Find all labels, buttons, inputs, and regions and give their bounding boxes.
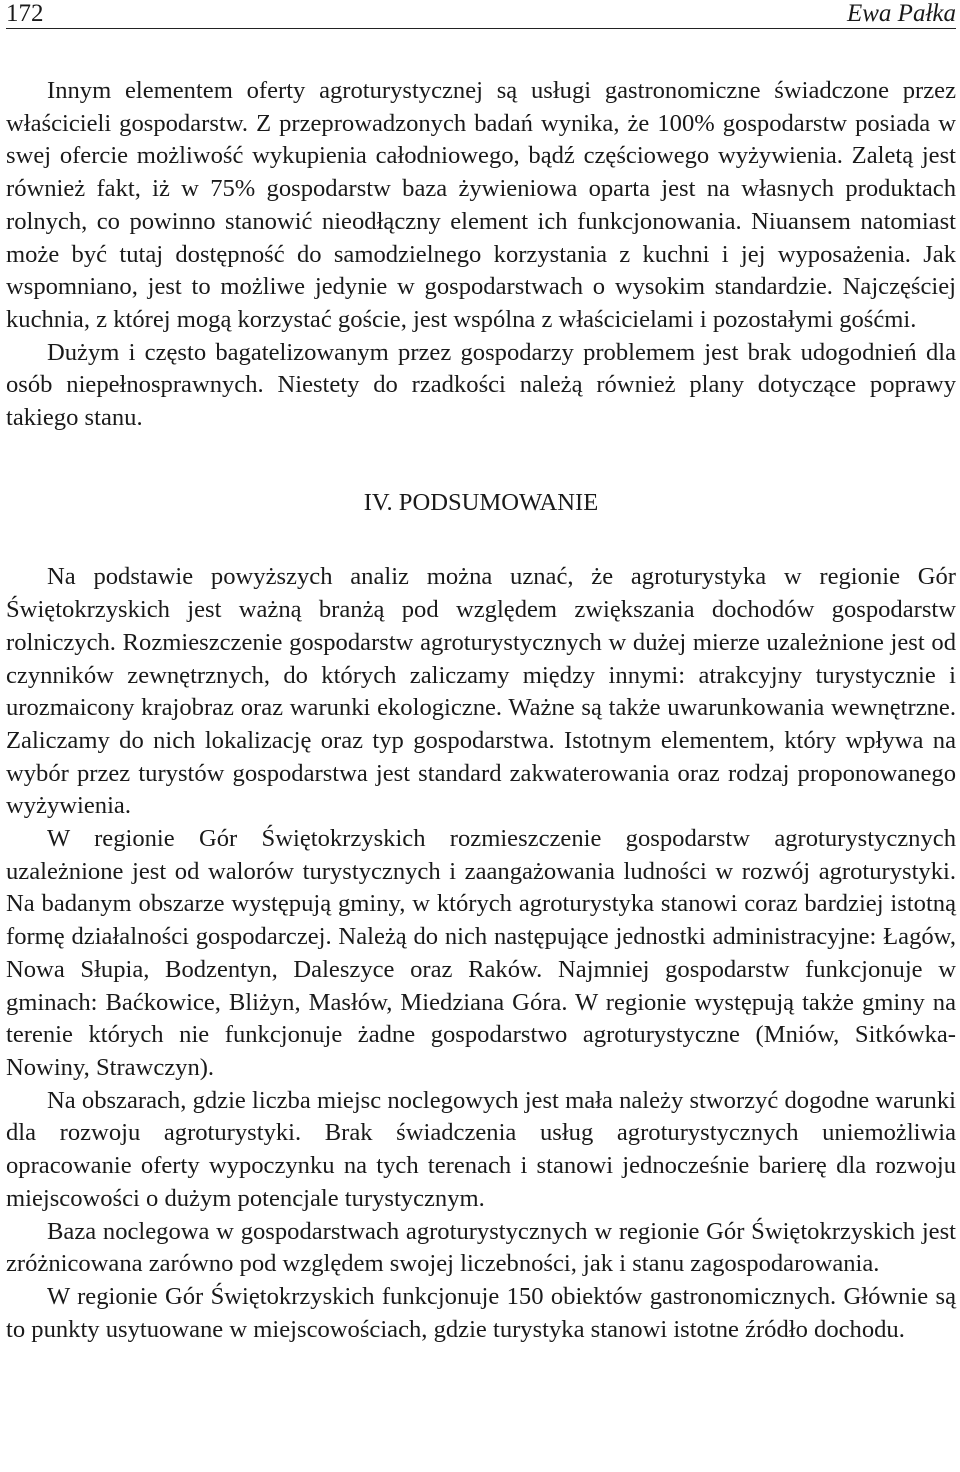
running-header (6, 0, 956, 29)
paragraph-summary-4: Baza noclegowa w gospodarstwach agroturystycznych w regionie Gór Świętokrzyskich jest zróżnicowana zarówno pod względem swojej liczebności, jak i stanu zagospodarowania. (6, 1217, 956, 1278)
body-text (6, 75, 956, 1346)
running-header-author: Ewa Pałka (846, 0, 956, 27)
paragraph-summary-2: W regionie Gór Świętokrzyskich rozmieszczenie gospodarstw agroturystycznych uzależnione jest od walorów turystycznych i zaangażowania ludności w rozwój agroturystyki. Na badanym obszarze występują gminy, w których agroturystyka stanowi coraz bardziej istotną formę działalności gospodarczej. Należą do nich następujące jednostki administracyjne: Łagów, Nowa Słupia, Bodzentyn, Daleszyce oraz Raków. Najmniej gospodarstw funkcjonuje w gminach: Baćkowice, Bliżyn, Masłów, Miedziana Góra. W regionie występują także gminy na terenie których nie funkcjonuje żadne gospodarstwo agroturystyczne (Mniów, Sitkówka-Nowiny, Strawczyn). (6, 825, 956, 1081)
paragraph-summary-3: Na obszarach, gdzie liczba miejsc noclegowych jest mała należy stworzyć dogodne warunki dla rozwoju agroturystyki. Brak świadczenia usług agroturystycznych uniemożliwia opracowanie oferty wypoczynku na tych terenach i stanowi jednocześnie barierę dla rozwoju miejscowości o dużym potencjale turystycznym. (6, 1086, 956, 1212)
paragraph-summary-5: W regionie Gór Świętokrzyskich funkcjonuje 150 obiektów gastronomicznych. Głównie są to punkty usytuowane w miejscowościach, gdzie turystyka stanowi istotne źródło dochodu. (6, 1282, 956, 1343)
paragraph-accessibility: Dużym i często bagatelizowanym przez gospodarzy problemem jest brak udogodnień dla osób niepełnosprawnych. Niestety do rzadkości należą również plany dotyczące poprawy takiego stanu. (6, 338, 956, 432)
page-number: 172 (6, 0, 44, 27)
paragraph-summary-1: Na podstawie powyższych analiz można uznać, że agroturystyka w regionie Gór Świętokrzyskich jest ważną branżą pod względem zwiększania dochodów gospodarstw rolniczych. Rozmieszczenie gospodarstw agroturystycznych w dużej mierze uzależnione jest od czynników zewnętrznych, do których zaliczamy między innymi: atrakcyjny turystycznie i urozmaicony krajobraz oraz warunki ekologiczne. Ważne są także uwarunkowania wewnętrzne. Zaliczamy do nich lokalizację oraz typ gospodarstwa. Istotnym elementem, który wpływa na wybór przez turystów gospodarstwa jest standard zakwaterowania oraz rodzaj proponowanego wyżywienia. (6, 563, 956, 820)
document-page (6, 0, 956, 1346)
paragraph-gastronomy: Innym elementem oferty agroturystycznej są usługi gastronomiczne świadczone przez właścicieli gospodarstw. Z przeprowadzonych badań wynika, że 100% gospodarstw posiada w swej ofercie możliwość wykupienia całodniowego, bądź częściowego wyżywienia. Zaletą jest również fakt, iż w 75% gospodarstw baza żywieniowa oparta jest na własnych produktach rolnych, co powinno stanowić nieodłączny element ich funkcjonowania. Niuansem natomiast może być tutaj dostępność do samodzielnego korzystania z kuchni i jej wyposażenia. Jak wspomniano, jest to możliwe jedynie w gospodarstwach o wysokim standardzie. Najczęściej kuchnia, z której mogą korzystać goście, jest wspólna z właścicielami i pozostałymi gośćmi. (6, 77, 956, 333)
section-heading: IV. PODSUMOWANIE (363, 488, 599, 516)
